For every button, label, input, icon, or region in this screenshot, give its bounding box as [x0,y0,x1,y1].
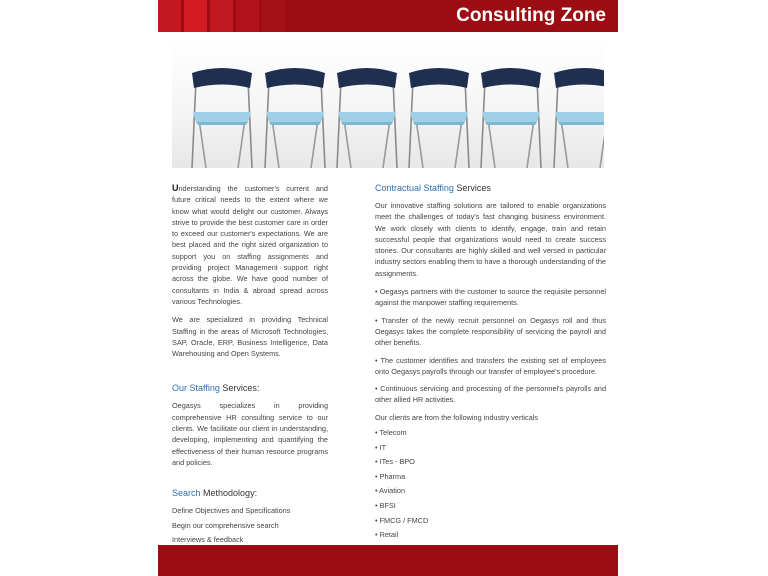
methodology-item: Interviews & feedback [172,535,244,545]
industry-item: • FMCG / FMCD [375,515,429,525]
drop-cap: U [172,183,179,193]
staffing-services-heading: Our Staffing Services: [172,383,260,394]
header-decor-square [184,0,207,32]
chair-shape [192,68,252,168]
search-methodology-heading: Search Methodology: [172,488,258,499]
service-bullet: • Continuous servicing and processing of the personnel's payrolls and other allied HR activities. [375,384,606,405]
contractual-intro: Our innovative staffing solutions are tailored to enable organizations meet the challenges of today's fast changing business environment. We work closely with clients to identify, engage, train and retain successful people that organizations would need to create success stories. Our consultants are highly skilled and well versed in particular industry sectors enabling them to have a thorough understanding of the assignments. [375,201,606,278]
specialized-paragraph: We are specialized in providing Technical Staffing in the areas of Microsoft Technologies, SAP, Oracle, ERP, Business Intelligence, Data Warehousing and Open Systems. [172,315,328,359]
intro-text: nderstanding the customer's current and future critical needs to the extent where we know what would delight our customer. Always strive to provide the best customer care in order to exceed our customer's expectations. We are best placed and the right sized organization to support you on staffing assignments and providing project Management support right across the globe. We have good number of consultants in India & abroad spread across various Technologies. [172,184,328,306]
methodology-item: Define Objectives and Specifications [172,506,291,516]
industry-item: • Aviation [375,486,406,496]
header-decor-square [236,0,259,32]
page-title: Consulting Zone [456,5,606,26]
intro-paragraph [172,183,328,307]
clients-intro: Our clients are from the following industry verticals [375,412,539,422]
header-bar [158,0,618,32]
chair-shape [409,68,469,168]
right-column [375,182,606,573]
footer-bar [158,545,618,576]
service-bullet: • Transfer of the newly recruit personnel on Oegasys roll and thus Oegasys takes the complete responsibility of servicing the payroll and other benefits. [375,315,606,348]
chair-shape [554,68,604,168]
industry-item: • ITes - BPO [375,457,415,467]
header-decor-square [262,0,285,32]
methodology-item: Begin our comprehensive search [172,520,279,530]
row-of-chairs-photo [172,40,604,168]
industry-item: • Telecom [375,428,407,438]
industry-item: • Pharma [375,471,406,481]
chair-shape [481,68,541,168]
left-column [172,183,328,564]
industry-item: • Retail [375,530,399,540]
header-decor-square [158,0,181,32]
brochure-page [158,0,618,576]
industry-item: • IT [375,442,387,452]
header-decor-square [210,0,233,32]
staffing-services-text: Oegasys specializes in providing comprehensive HR consulting service to our clients. We facilitate our client in understanding, developing, implementing and quantifying the effectiveness of their human resource programs and policies. [172,401,328,467]
chair-shape [337,68,397,168]
service-bullet: • Oegasys partners with the customer to source the requisite personnel against the manpower staffing requirements. [375,287,606,308]
industry-item: • BFSI [375,501,396,511]
chair-shape [265,68,325,168]
contractual-staffing-heading: Contractual Staffing Services [375,183,491,193]
service-bullet: • The customer identifies and transfers the existing set of employees onto Oegasys payrolls through our transfer of employee's procedure. [375,355,606,376]
chairs-illustration [172,40,604,168]
